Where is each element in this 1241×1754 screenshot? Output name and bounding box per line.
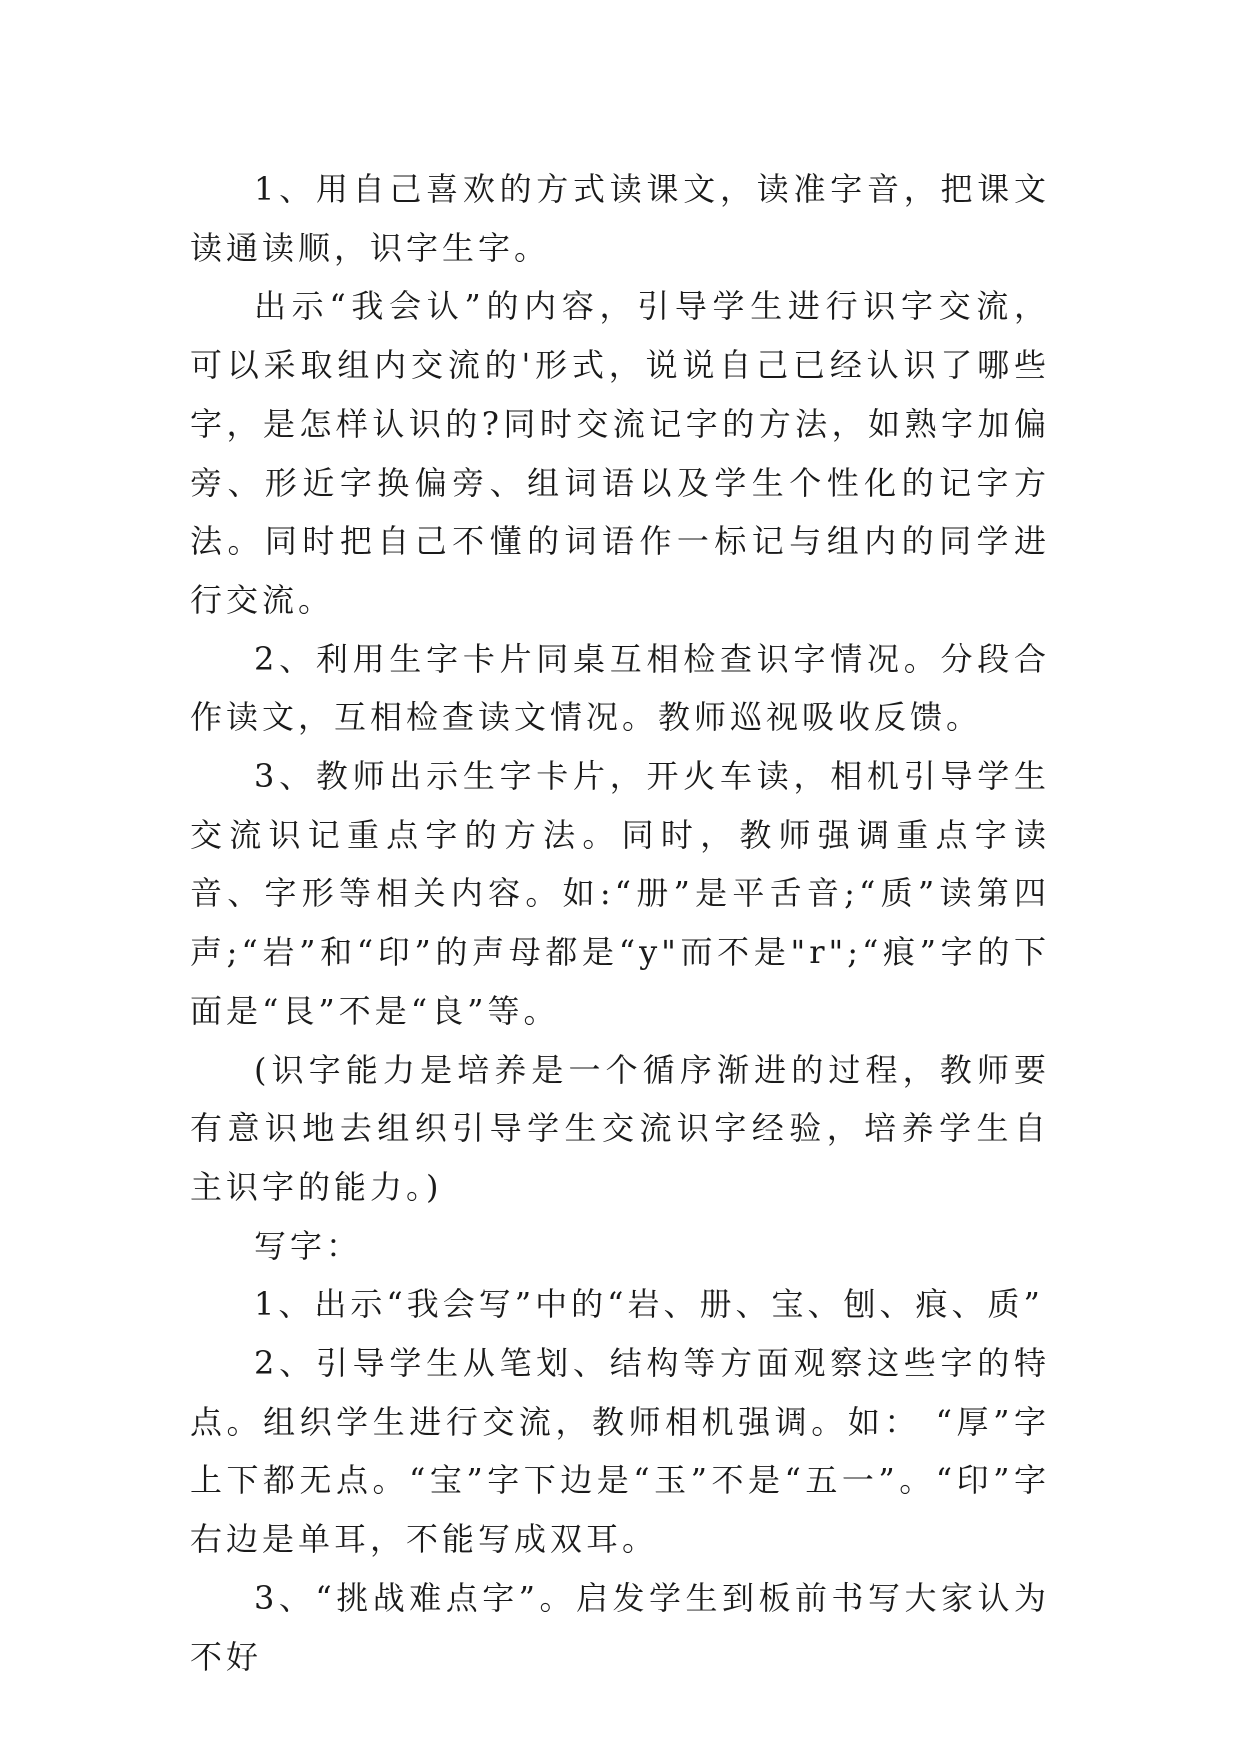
- paragraph: 2、利用生字卡片同桌互相检查识字情况。分段合作读文，互相检查读文情况。教师巡视吸收反馈。: [190, 639, 1050, 737]
- paragraph: 2、引导学生从笔划、结构等方面观察这些字的特点。组织学生进行交流，教师相机强调。如： “厚”字上下都无点。“宝”字下边是“玉”不是“五一”。“印”字右边是单耳，不能写成双耳。: [190, 1344, 1050, 1559]
- paragraph: 出示“我会认”的内容，引导学生进行识字交流，可以采取组内交流的'形式，说说自己已经认识了哪些字，是怎样认识的?同时交流记字的方法，如熟字加偏旁、形近字换偏旁、组词语以及学生个性化的记字方法。同时把自己不懂的词语作一标记与组内的同学进行交流。: [190, 287, 1050, 619]
- paragraph: 3、教师出示生字卡片，开火车读，相机引导学生交流识记重点字的方法。同时，教师强调重点字读音、字形等相关内容。如:“册”是平舌音;“质”读第四声;“岩”和“印”的声母都是“y"而不是"r";“痕”字的下面是“艮”不是“良”等。: [190, 757, 1050, 1030]
- paragraph: 1、出示“我会写”中的“岩、册、宝、刨、痕、质”: [254, 1285, 1044, 1324]
- paragraph: 写字：: [254, 1226, 363, 1265]
- paragraph: (识字能力是培养是一个循序渐进的过程，教师要有意识地去组织引导学生交流识字经验，培养学生自主识字的能力。): [190, 1050, 1050, 1206]
- paragraph: 3、“挑战难点字”。启发学生到板前书写大家认为不好: [190, 1578, 1050, 1676]
- paragraph: 1、用自己喜欢的方式读课文，读准字音，把课文读通读顺，识字生字。: [190, 170, 1050, 267]
- document-body: [190, 160, 1050, 1686]
